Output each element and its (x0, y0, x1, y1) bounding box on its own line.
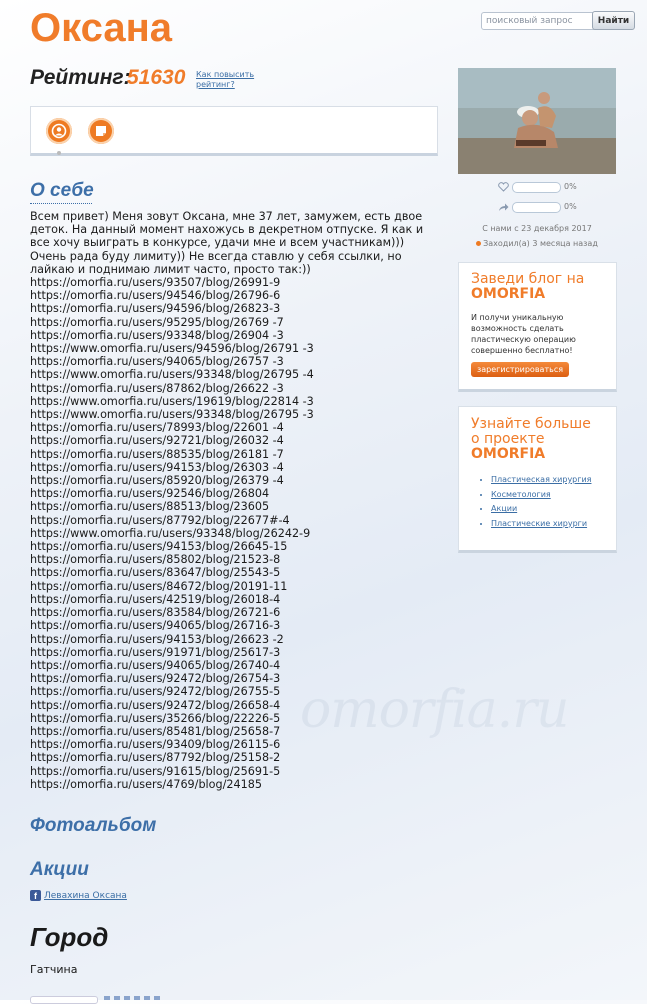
facebook-link-row[interactable] (30, 890, 127, 901)
photo-album-title[interactable]: Фотоальбом (30, 815, 157, 836)
shares-percent: 0% (564, 202, 577, 211)
active-tab-indicator (57, 151, 61, 155)
learn-more-title (471, 417, 591, 462)
promo-text: И получи уникальную возможность сделать пластическую операцию совершенно бесплатно! (471, 313, 576, 355)
tab-blog-icon[interactable] (88, 118, 114, 144)
learn-more-title-line1: Узнайте больше (471, 416, 591, 432)
link-promotions[interactable]: Акции (491, 504, 518, 513)
promo-brand: OMORFIA (471, 286, 546, 302)
profile-tabs (30, 106, 438, 156)
list-item (491, 488, 591, 503)
avatar[interactable] (458, 68, 616, 174)
promo-title-text: Заведи блог на (471, 271, 585, 287)
user-icon (51, 123, 67, 139)
bottom-input-stub[interactable] (30, 996, 98, 1004)
document-icon (93, 123, 109, 139)
learn-more-title-line2: о проекте (471, 431, 545, 447)
learn-more-links (471, 473, 591, 531)
link-plastic-surgery[interactable]: Пластическая хирургия (491, 475, 592, 484)
heart-icon (498, 182, 509, 192)
shares-bar (512, 202, 561, 213)
status-dot-icon (476, 241, 481, 246)
tab-profile-icon[interactable] (46, 118, 72, 144)
last-visit-row (458, 239, 616, 248)
link-cosmetology[interactable]: Косметология (491, 489, 551, 499)
rating-label: Рейтинг: (30, 66, 131, 89)
promo-title (471, 272, 584, 302)
member-since: С нами с 23 декабря 2017 (482, 224, 592, 233)
about-title: О себе (30, 180, 94, 201)
about-text: Всем привет) Меня зовут Оксана, мне 37 лет, замужем, есть двое деток. На данный момент нахожусь в декретном отпуске. Я как и все хочу выиграть в конкурсе, удачи мне и всем участникам))) Очень рада буду лимиту)) Не всегда ставлю у себя ссылки, но лайкаю и поднимаю лимит часто, просто так:)) https://omorfia.ru/users/93507/blog/26991-9 https://omorfia.ru/users/94546/blog/26796-6 https://omorfia.ru/users/94596/blog/26823-3 https://omorfia.ru/users/95295/blog/26769 -7 https://omorfia.ru/users/93348/blog/26904 -3 https://www.omorfia.ru/users/94596/blog/26791 -3 https://omorfia.ru/users/94065/blog/26757 -3 https://www.omorfia.ru/users/93348/blog/26795 -4 https://omorfia.ru/users/87862/blog/26622 -3 https://www.omorfia.ru/users/19619/blog/22814 -3 https://www.omorfia.ru/users/93348/blog/26795 -3 https://omorfia.ru/users/78993/blog/22601 -4 https://omorfia.ru/users/92721/blog/26032 -4 https://omorfia.ru/users/88535/blog/26181 -7 https://omorfia.ru/users/94153/blog/26303 -4 https://omorfia.ru/users/85920/blog/26379 -4 https://omorfia.ru/users/92546/blog/26804 https://omorfia.ru/users/88513/blog/23605 https://omorfia.ru/users/87792/blog/22677#-4 https://www.omorfia.ru/users/93348/blog/26242-9 https://omorfia.ru/users/94153/blog/26645-15 https://omorfia.ru/users/85802/blog/21523-8 https://omorfia.ru/users/83647/blog/25543-5 https://omorfia.ru/users/84672/blog/20191-11 https://omorfia.ru/users/42519/blog/26018-4 https://omorfia.ru/users/83584/blog/26721-6 https://omorfia.ru/users/94065/blog/26716-3 https://omorfia.ru/users/94153/blog/26623 -2 https://omorfia.ru/users/91971/blog/25617-3 https://omorfia.ru/users/94065/blog/26740-4 https://omorfia.ru/users/92472/blog/26754-3 https://omorfia.ru/users/92472/blog/26755-5 https://omorfia.ru/users/92472/blog/26658-4 https://omorfia.ru/users/35266/blog/22226-5 https://omorfia.ru/users/85481/blog/25658-7 https://omorfia.ru/users/93409/blog/26115-6 https://omorfia.ru/users/87792/blog/25158-2 https://omorfia.ru/users/91615/blog/25691-5 https://omorfia.ru/users/4769/blog/24185 (30, 210, 424, 791)
avatar-photo (458, 68, 616, 174)
about-underline (30, 203, 92, 204)
link-plastic-surgeons[interactable]: Пластические хирурги (491, 518, 588, 528)
share-arrow-icon (498, 202, 509, 212)
search-input[interactable] (481, 12, 597, 30)
list-item (491, 502, 591, 517)
search-button[interactable]: Найти (592, 11, 635, 30)
likes-bar (512, 182, 561, 193)
last-visit: Заходил(а) 3 месяца назад (483, 239, 598, 248)
list-item (491, 473, 591, 488)
list-item (491, 517, 591, 532)
user-name: Оксана (30, 6, 172, 50)
promo-box (458, 262, 617, 392)
city-title: Город (30, 922, 109, 952)
rating-help-link[interactable]: Как повысить рейтинг? (196, 70, 255, 89)
facebook-icon: f (30, 890, 41, 901)
rating-value: 51630 (127, 66, 186, 89)
watermark: omorfia.ru (300, 680, 569, 740)
rating-row (30, 66, 255, 90)
facebook-link[interactable]: Левахина Оксана (44, 891, 127, 901)
promotions-title: Акции (30, 859, 89, 880)
register-button[interactable]: зарегистрироваться (471, 362, 569, 377)
share-icons-row[interactable] (104, 996, 164, 1000)
city-value: Гатчина (30, 963, 78, 976)
likes-percent: 0% (564, 182, 577, 191)
learn-more-brand: OMORFIA (471, 446, 546, 462)
learn-more-box (458, 406, 617, 553)
